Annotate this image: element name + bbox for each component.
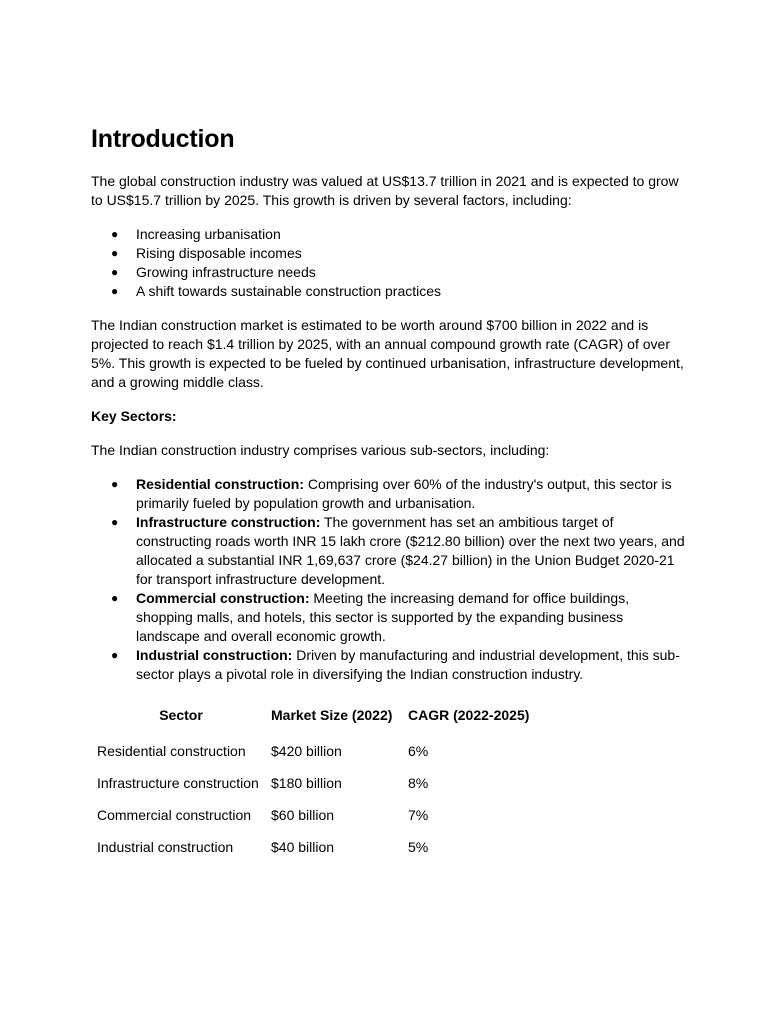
- list-item: ● Growing infrastructure needs: [111, 264, 316, 280]
- sector-item-industrial: [91, 646, 687, 684]
- table-cell-market-size: $180 billion: [271, 775, 342, 791]
- bullet-icon: ●: [111, 284, 119, 298]
- table-cell-sector: Residential construction: [97, 743, 246, 759]
- list-item: ● Increasing urbanisation: [111, 226, 281, 242]
- table-row: [91, 737, 548, 769]
- page-title: Introduction: [91, 125, 235, 153]
- table-row: [91, 833, 548, 865]
- sector-text: Meeting the increasing demand for office buildings, shopping malls, and hotels, this sector is supported by the expanding business landscape and overall economic growth.: [136, 590, 630, 644]
- bullet-icon: ●: [111, 648, 119, 662]
- bullet-icon: ●: [111, 265, 119, 279]
- sector-item-residential: [91, 475, 687, 513]
- table-header-row: [91, 706, 548, 737]
- sector-text: Comprising over 60% of the industry's output, this sector is primarily fueled by population growth and urbanisation.: [136, 476, 672, 511]
- sectors-list: [91, 475, 687, 684]
- table-row: [91, 769, 548, 801]
- table-cell-sector: Commercial construction: [97, 807, 252, 823]
- table-cell-cagr: 7%: [408, 807, 429, 823]
- intro-paragraph: The global construction industry was valued at US$13.7 trillion in 2021 and is expected to grow to US$15.7 trillion by 2025. This growth is driven by several factors, including:: [91, 173, 679, 208]
- sector-item-commercial: [91, 589, 687, 646]
- key-sectors-heading: Key Sectors:: [91, 408, 177, 424]
- bullet-icon: ●: [111, 477, 119, 491]
- table-row: [91, 801, 548, 833]
- column-header-cagr: CAGR (2022-2025): [408, 707, 530, 723]
- sector-item-infrastructure: [91, 513, 687, 589]
- market-size-table: [91, 706, 548, 865]
- table-cell-market-size: $60 billion: [271, 807, 335, 823]
- list-item: ● Rising disposable incomes: [111, 245, 302, 261]
- bullet-icon: ●: [111, 591, 119, 605]
- indian-market-paragraph: The Indian construction market is estimated to be worth around $700 billion in 2022 and is projected to reach $1.4 trillion by 2025, with an annual compound growth rate (CAGR) of over 5%. This growth is expected to be fueled by continued urbanisation, infrastructure development, and a growing middle class.: [91, 317, 684, 390]
- list-item: ● A shift towards sustainable construction practices: [111, 283, 442, 299]
- column-header-sector: Sector: [159, 707, 203, 723]
- sector-text: The government has set an ambitious target of constructing roads worth INR 15 lakh crore ($212.80 billion) over the next two years, and allocated a substantial INR 1,69,637 crore ($24.27 billion) in the Union Budget 2020-21 for transport infrastructure development.: [136, 514, 685, 587]
- table-cell-cagr: 8%: [408, 775, 429, 791]
- table-cell-market-size: $40 billion: [271, 839, 335, 855]
- document-page: [91, 122, 687, 865]
- bullet-icon: ●: [111, 227, 119, 241]
- table-cell-cagr: 6%: [408, 743, 429, 759]
- sector-title: Industrial construction:: [136, 647, 293, 663]
- sector-title: Residential construction:: [136, 476, 305, 492]
- bullet-icon: ●: [111, 246, 119, 260]
- sector-title: Commercial construction:: [136, 590, 310, 606]
- table-cell-sector: Infrastructure construction: [97, 775, 259, 791]
- growth-factors-list: [91, 225, 687, 301]
- sector-text: Driven by manufacturing and industrial development, this sub-sector plays a pivotal role in diversifying the Indian construction industry.: [136, 647, 680, 682]
- sector-title: Infrastructure construction:: [136, 514, 321, 530]
- bullet-icon: ●: [111, 515, 119, 529]
- table-cell-cagr: 5%: [408, 839, 429, 855]
- table-cell-market-size: $420 billion: [271, 743, 342, 759]
- subsectors-intro-paragraph: The Indian construction industry comprises various sub-sectors, including:: [91, 442, 550, 458]
- column-header-market-size: Market Size (2022): [271, 707, 393, 723]
- table-cell-sector: Industrial construction: [97, 839, 234, 855]
